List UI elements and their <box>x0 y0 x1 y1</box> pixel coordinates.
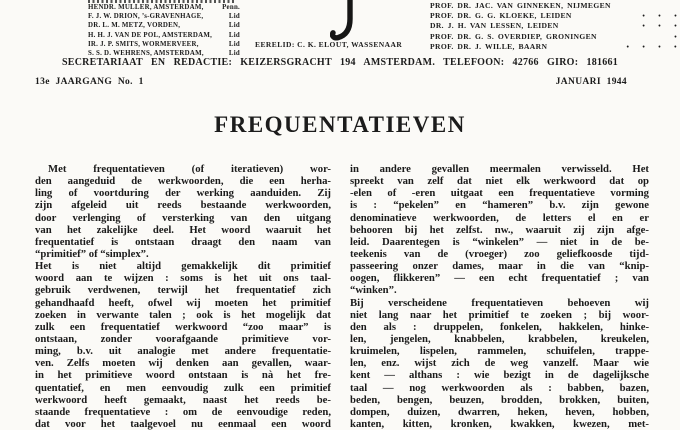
board-member-row <box>88 12 240 21</box>
editor-name: PROF. DR. G. G. KLOEKE, LEIDEN <box>430 11 572 21</box>
leader-dots: • <box>674 32 677 41</box>
honorary-member-line: EERELID: C. K. ELOUT, WASSENAAR <box>255 40 403 49</box>
editor-row <box>430 32 678 42</box>
body-line: Het is niet altijd gemakkelijk dit primitief <box>35 260 331 273</box>
editor-row <box>430 21 678 31</box>
body-line: in andere gevallen meermalen verwisseld. Het <box>350 163 649 175</box>
editor-name: PROF. DR. G. S. OVERDIEP, GRONINGEN <box>430 31 597 41</box>
board-member-role: Penn. <box>222 4 240 11</box>
article-body <box>35 163 649 430</box>
board-member-name: HENDR. MULLER, AMSTERDAM, <box>88 4 204 11</box>
body-line: len, jengelen, knabbelen, krabbelen, kreukelen, <box>350 332 649 345</box>
issue-row <box>35 77 627 87</box>
body-line: zoeken in verwante talen ; ook is het mogelijk dat <box>35 308 331 321</box>
body-line: kruimelen, lispelen, rammelen, schuifelen, trappe- <box>350 345 649 358</box>
body-line: gebruik verdwenen, terwijl het frequentatief zich <box>35 284 331 297</box>
logo-descender-icon <box>330 0 358 44</box>
leader-dots: • • • <box>642 12 677 21</box>
board-member-role: Lid <box>228 31 240 39</box>
board-member-row <box>88 31 240 40</box>
leader-dots: • • • <box>642 22 677 31</box>
board-member-name: DR. L. M. METZ, VORDEN, <box>88 22 181 30</box>
body-line: ling of voortduring der werking aanduiden. Zij <box>35 187 331 200</box>
body-line: woord aan te wijzen : soms is het uit ons taal- <box>35 272 331 285</box>
secretariat-line: SECRETARIAAT EN REDACTIE: KEIZERSGRACHT 194 AMSTERDAM. TELEFOON: 42766 GIRO: 181661 <box>61 57 619 68</box>
body-line: door verlenging of versterking van den uitgang <box>35 211 331 224</box>
board-member-name: H. H. J. VAN DE POL, AMSTERDAM, <box>88 31 213 39</box>
body-line: behooren bij het zelfst. nw., waaruit zij zijn afge- <box>350 223 649 236</box>
body-line: -elen of -eren uitgaat een frequentatieve vorming <box>350 187 649 200</box>
body-line: ven. Zelfs moeten wij denken aan gevallen, waar- <box>35 357 331 370</box>
board-member-name: F. J. W. DRION, ’s-GRAVENHAGE, <box>88 13 204 21</box>
body-line: van het zakelijke deel. Het woord waaruit het <box>35 223 331 236</box>
editor-row <box>430 11 678 21</box>
body-line: teekenis van de (vroeger) zoo geliefkoosde tijd- <box>350 247 649 260</box>
body-line: kent — althans : wie bezigt in de dagelijksche <box>350 369 649 382</box>
editor-name: PROF. DR. JAC. VAN GINNEKEN, NIJMEGEN <box>430 1 611 10</box>
text-column-left <box>35 163 331 430</box>
board-member-role: Lid <box>228 22 240 30</box>
body-line: “primitief” of “simplex”. <box>35 247 149 260</box>
body-line: oogen, flikkeren” — een echt frequentatief ; van <box>350 272 649 285</box>
volume-number: 13e JAARGANG No. 1 <box>35 77 144 87</box>
article-title: FREQUENTATIEVEN <box>214 112 466 137</box>
text-column-right <box>350 163 649 430</box>
editor-name: DR. J. H. VAN LESSEN, LEIDEN <box>430 21 559 31</box>
body-line: is : “pekelen” en “hameren” b.v. zijn gewone <box>350 199 649 212</box>
body-line: dompen, duizen, dwarren, heken, heven, hobben, <box>350 405 649 418</box>
body-line: den als : druppelen, fonkelen, hakkelen, hinke- <box>350 320 649 333</box>
body-line: zulk een frequentatief werkwoord “zoo maar” is <box>35 320 331 333</box>
body-line: passeering onzer dames, maar in die van “knip- <box>350 260 649 273</box>
body-line: Bij verscheidene frequentatieven behoeven wij <box>350 296 649 309</box>
leader-dots: • • • • <box>626 42 677 51</box>
body-line: kanten, kitten, kronken, kwakken, kwezen, met- <box>350 417 649 430</box>
board-member-row <box>88 3 240 12</box>
board-member-role: Lid <box>228 40 240 48</box>
body-line: staande frequentatieve : om de eenvoudige reden, <box>35 405 331 418</box>
body-line: den aangeduid de werkwoorden, die een herha- <box>35 175 331 188</box>
body-line: in het primitieve woord ontstaan is nà het fre- <box>35 369 331 382</box>
body-line: spreekt van zelf dat niet elk werkwoord dat op <box>350 175 649 188</box>
editors-list <box>430 1 678 52</box>
editor-row <box>430 1 678 11</box>
issue-date: JANUARI 1944 <box>555 77 627 87</box>
body-line: niet lang naar het primitief te zoeken ; bij woor- <box>350 308 649 321</box>
body-line: ontstaan, zonder voorafgaande primitieve vor- <box>35 332 331 345</box>
editor-name: PROF. DR. J. WILLE, BAARN <box>430 41 548 51</box>
body-line: beden, bengen, beuzen, brodden, brokken, buiten, <box>350 393 649 406</box>
board-member-row <box>88 21 240 30</box>
body-line: Met frequentatieven (of iteratieven) wor- <box>48 163 331 175</box>
board-member-role: Lid <box>228 13 240 21</box>
body-line: frequentatief is ontstaan draagt den naam van <box>35 235 331 248</box>
body-line: werkwoord heeft gemaakt, naast het reeds be- <box>35 393 331 406</box>
body-line: gehandhaafd heeft, ofwel wij moeten het primitief <box>35 296 331 309</box>
body-line: denominatieve werkwoorden, de letters el en er <box>350 211 649 224</box>
body-line: ming, b.v. uit analogie met andere frequentatie- <box>35 345 331 358</box>
board-member-role: Lid <box>228 50 240 58</box>
board-member-name: IR. J. P. SMITS, WORMERVEER, <box>88 40 199 48</box>
editor-row <box>430 42 678 52</box>
body-line: quentatief, en men eenvoudig zulk een primitief <box>35 381 331 394</box>
board-member-name: S. S. D. WEHRENS, AMSTERDAM, <box>88 50 204 58</box>
body-line: dat voor het taalgevoel nu eenmaal een woord <box>35 417 331 430</box>
body-line: leid. Daarentegen is “winkelen” — niet in de be- <box>350 235 649 248</box>
board-left-list <box>88 3 240 58</box>
body-line: len, enz. wijst zich de weg vanzelf. Maar wie <box>350 357 649 370</box>
body-line: “winken”. <box>350 284 397 297</box>
body-line: zijn afgeleid uit reeds bestaande werkwoorden, <box>35 199 331 212</box>
body-line: taal — nog werkwoorden als : babben, bazen, <box>350 381 649 394</box>
board-member-row <box>88 40 240 49</box>
